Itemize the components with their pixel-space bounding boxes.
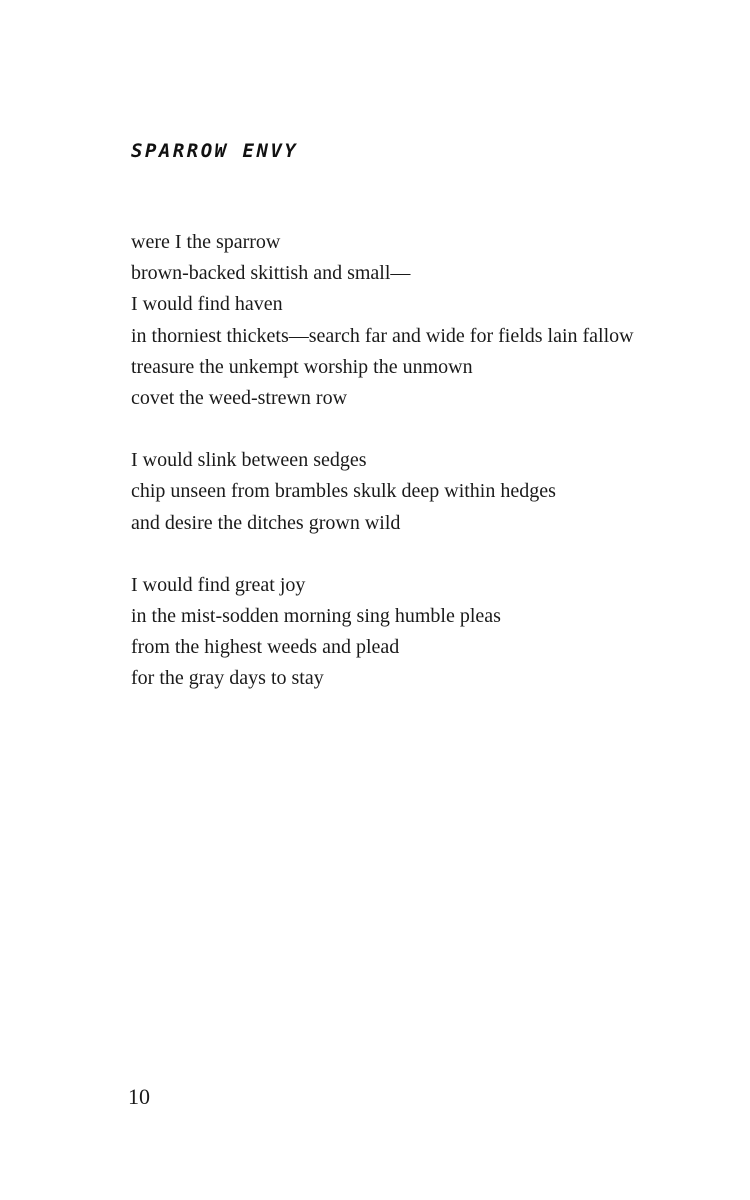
stanza-2 [131,445,731,539]
poem-line: I would find great joy [131,573,306,596]
page-number: 10 [128,1084,150,1109]
stanza-1 [131,227,731,414]
stanza-3 [131,570,731,695]
poem-line: in the mist-sodden morning sing humble pleas [131,605,501,628]
poem-line: covet the weed-strewn row [131,387,348,410]
poem-line: from the highest weeds and plead [131,636,400,659]
poem-line: brown-backed skittish and small— [131,262,411,285]
poem-line: in thorniest thickets—search far and wide for fields lain fallow [131,324,634,347]
poem-line: chip unseen from brambles skulk deep within hedges [131,480,556,503]
poem-body [131,227,731,695]
poem-line: for the gray days to stay [131,667,324,690]
poem-title: SPARROW ENVY [131,140,299,162]
poem-line: I would find haven [131,293,283,316]
poem-line: were I the sparrow [131,231,281,253]
poem-line: and desire the ditches grown wild [131,511,401,534]
poem-line: treasure the unkempt worship the unmown [131,355,473,378]
poem-line: I would slink between sedges [131,449,367,472]
